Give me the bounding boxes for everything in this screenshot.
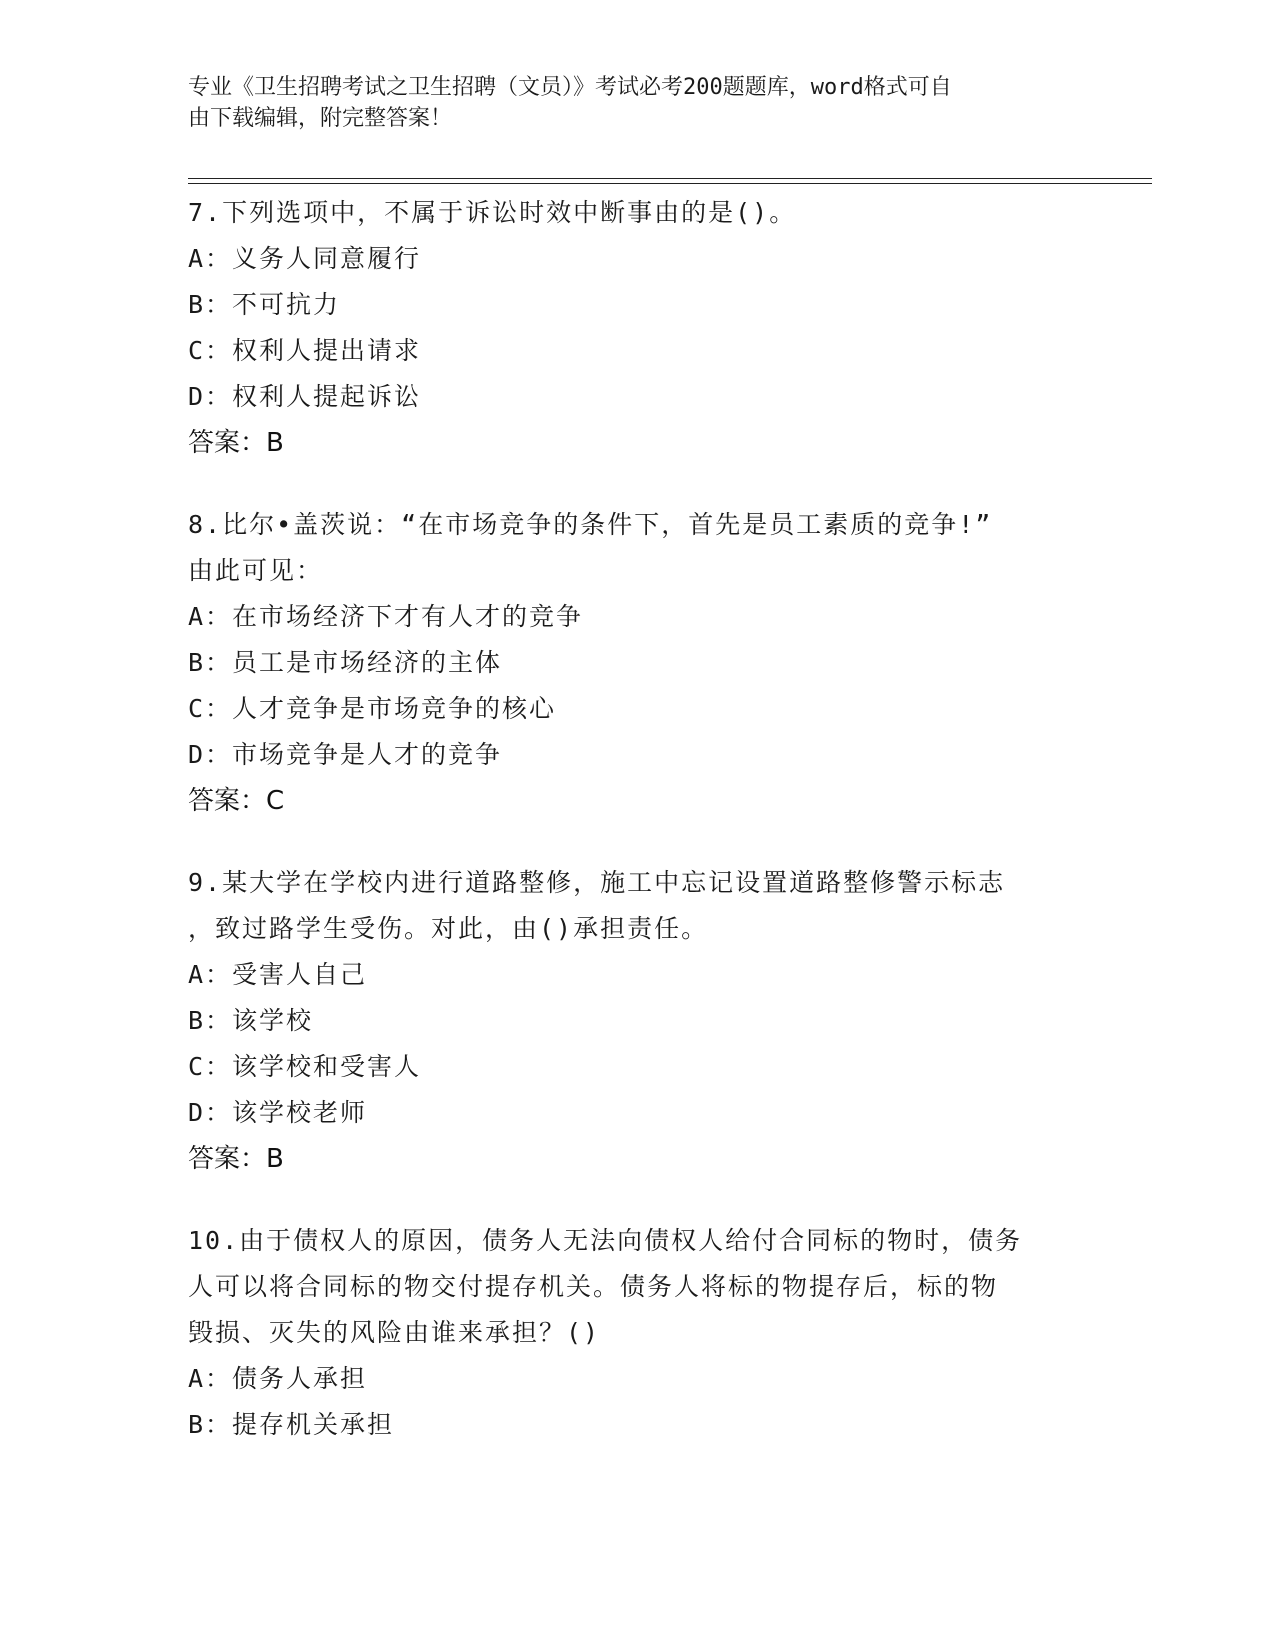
question-9 xyxy=(188,860,1088,1182)
header-line-2: 由下载编辑，附完整答案！ xyxy=(188,106,453,131)
question-stem: 10.由于债权人的原因，债务人无法向债权人给付合同标的物时，债务 xyxy=(188,1226,1023,1255)
question-stem-continued: 由此可见： xyxy=(188,556,324,585)
option-d: D：该学校老师 xyxy=(188,1098,368,1127)
answer-line: 答案：B xyxy=(188,1144,284,1174)
option-a: A：在市场经济下才有人才的竞争 xyxy=(188,602,584,631)
question-stem-continued: 毁损、灭失的风险由谁来承担？() xyxy=(188,1318,601,1347)
option-b: B：不可抗力 xyxy=(188,290,341,319)
question-stem: 9.某大学在学校内进行道路整修，施工中忘记设置道路整修警示标志 xyxy=(188,868,1006,897)
question-stem-continued: 人可以将合同标的物交付提存机关。债务人将标的物提存后，标的物 xyxy=(188,1272,999,1301)
answer-line: 答案：C xyxy=(188,786,285,816)
option-b: B：该学校 xyxy=(188,1006,314,1035)
question-stem: 8.比尔•盖茨说：“在市场竞争的条件下，首先是员工素质的竞争!” xyxy=(188,510,993,539)
option-a: A：受害人自己 xyxy=(188,960,368,989)
option-b: B：提存机关承担 xyxy=(188,1410,395,1439)
question-stem: 7.下列选项中，不属于诉讼时效中断事由的是()。 xyxy=(188,198,797,227)
header-divider-top xyxy=(188,178,1152,179)
option-a: A：义务人同意履行 xyxy=(188,244,422,273)
answer-line: 答案：B xyxy=(188,428,284,458)
option-c: C：人才竞争是市场竞争的核心 xyxy=(188,694,557,723)
option-d: D：市场竞争是人才的竞争 xyxy=(188,740,503,769)
question-8 xyxy=(188,502,1088,824)
header-line-1: 专业《卫生招聘考试之卫生招聘（文员）》考试必考200题题库，word格式可自 xyxy=(188,75,952,100)
option-c: C：权利人提出请求 xyxy=(188,336,422,365)
option-b: B：员工是市场经济的主体 xyxy=(188,648,503,677)
option-a: A：债务人承担 xyxy=(188,1364,368,1393)
question-7 xyxy=(188,190,1088,466)
option-d: D：权利人提起诉讼 xyxy=(188,382,422,411)
option-c: C：该学校和受害人 xyxy=(188,1052,422,1081)
question-stem-continued: ，致过路学生受伤。对此，由()承担责任。 xyxy=(188,914,709,943)
question-list xyxy=(188,190,1088,1484)
question-10 xyxy=(188,1218,1088,1448)
header-divider-bottom xyxy=(188,183,1152,184)
document-header xyxy=(188,72,1068,134)
